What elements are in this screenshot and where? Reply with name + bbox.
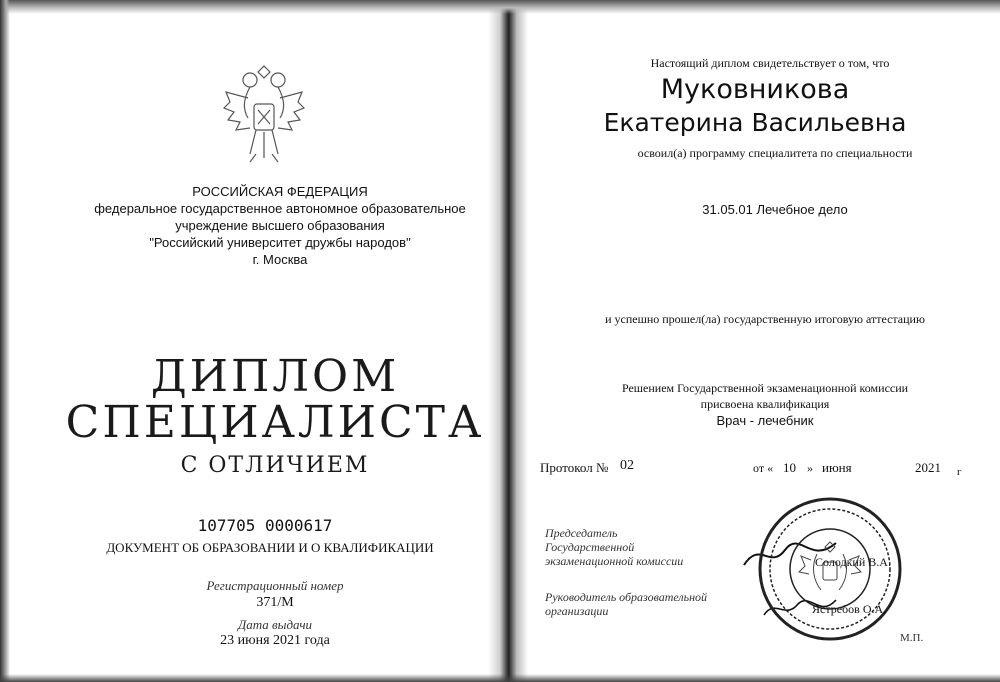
cover-top-edge xyxy=(0,0,1000,14)
chair-name: Солодкий В.А. xyxy=(815,555,891,569)
graduate-surname: Муковникова xyxy=(660,74,850,105)
institution-type-line-1: федеральное государственное автономное образовательное xyxy=(94,201,466,216)
protocol-label: Протокол № xyxy=(540,460,609,475)
serial-number: 107705 0000617 xyxy=(197,516,333,535)
commission-decision-line-1: Решением Государственной экзаменационной комиссии xyxy=(621,381,909,395)
issue-date: 23 июня 2021 года xyxy=(220,633,330,648)
commission-decision-line-2: присвоена квалификация xyxy=(700,397,830,411)
diploma-subtitle: СПЕЦИАЛИСТА xyxy=(65,397,485,448)
cover-left-edge xyxy=(0,0,10,682)
program-statement: освоил(а) программу специалитета по специальности xyxy=(637,146,913,160)
protocol-number: 02 xyxy=(620,458,634,473)
registration-number: 371/М xyxy=(256,595,294,610)
city: г. Москва xyxy=(252,252,308,267)
chair-label-line-3: экзаменационной комиссии xyxy=(545,554,684,568)
specialty: 31.05.01 Лечебное дело xyxy=(702,202,848,217)
diploma-binding xyxy=(488,0,528,682)
cover-bottom-edge xyxy=(0,674,1000,682)
head-name: Ястребов О.А. xyxy=(812,602,887,616)
honors-label: С ОТЛИЧИЕМ xyxy=(180,453,370,478)
registration-number-label: Регистрационный номер xyxy=(206,578,344,593)
certification-intro: Настоящий диплом свидетельствует о том, что xyxy=(650,56,890,70)
attestation-statement: и успешно прошел(ла) государственную итоговую аттестацию xyxy=(605,312,925,326)
diploma-title: ДИПЛОМ xyxy=(150,351,400,402)
protocol-date-prefix: от « xyxy=(753,461,774,475)
institution-name: "Российский университет дружбы народов" xyxy=(149,235,411,250)
institution-type-line-2: учреждение высшего образования xyxy=(175,218,385,233)
head-label-line-2: организации xyxy=(545,604,609,618)
graduate-given-names: Екатерина Васильевна xyxy=(603,108,907,137)
protocol-date-month: июня xyxy=(822,460,852,475)
protocol-date-quote: » xyxy=(807,461,813,475)
russian-coat-of-arms-icon xyxy=(220,58,308,168)
chair-label-line-2: Государственной xyxy=(545,540,635,554)
protocol-date-day: 10 xyxy=(783,460,796,475)
chair-label-line-1: Председатель xyxy=(545,526,618,540)
head-label-line-1: Руководитель образовательной xyxy=(545,590,708,604)
country-name: РОССИЙСКАЯ ФЕДЕРАЦИЯ xyxy=(192,184,368,199)
document-type: ДОКУМЕНТ ОБ ОБРАЗОВАНИИ И О КВАЛИФИКАЦИИ xyxy=(106,540,434,555)
qualification: Врач - лечебник xyxy=(716,413,814,428)
protocol-date-suffix: г xyxy=(957,466,962,478)
issue-date-label: Дата выдачи xyxy=(237,617,313,632)
protocol-date-year: 2021 xyxy=(915,460,941,475)
seal-place-mark: М.П. xyxy=(900,632,924,644)
diploma-content-page xyxy=(505,0,1000,682)
